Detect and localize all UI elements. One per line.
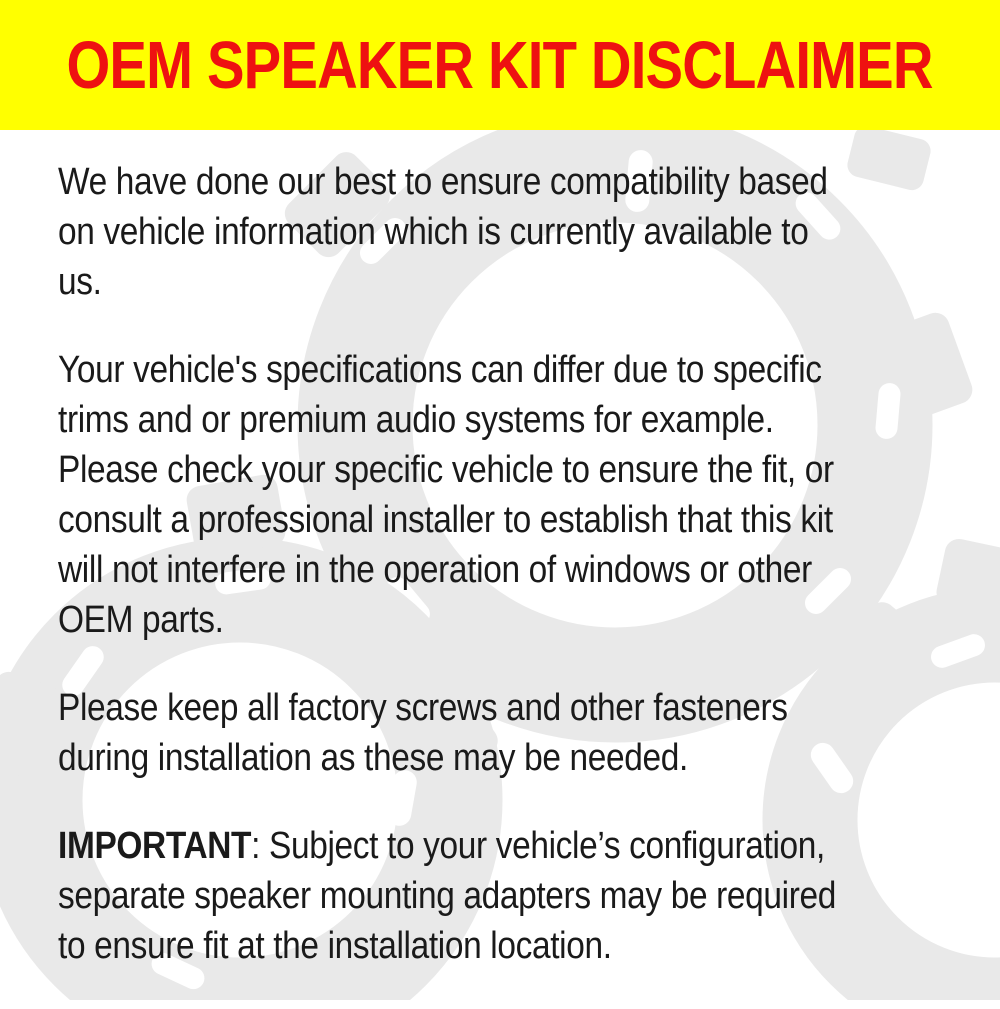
text-line: will not interfere in the operation of windows or other: [58, 549, 812, 591]
text-line: trims and or premium audio systems for example.: [58, 399, 774, 441]
paragraph-compatibility: [58, 157, 987, 307]
text-line: OEM parts.: [58, 599, 224, 641]
text-line: separate speaker mounting adapters may be required: [58, 875, 837, 917]
paragraph-important: [58, 821, 987, 971]
important-line-rest: : Subject to your vehicle’s configuration,: [251, 825, 825, 867]
important-label: IMPORTANT: [58, 825, 252, 867]
text-line: We have done our best to ensure compatibility based: [58, 161, 828, 203]
text-line: Please check your specific vehicle to ensure the fit, or: [58, 449, 834, 491]
text-line: during installation as these may be needed.: [58, 737, 688, 779]
text-line: us.: [58, 261, 102, 303]
text-line: to ensure fit at the installation location.: [58, 925, 612, 967]
disclaimer-banner: [0, 0, 1000, 130]
page-title: OEM SPEAKER KIT DISCLAIMER: [66, 27, 934, 103]
paragraph-specifications: [58, 345, 987, 645]
disclaimer-body: [58, 157, 988, 1009]
paragraph-keep-screws: [58, 683, 987, 783]
text-line: on vehicle information which is currently available to: [58, 211, 809, 253]
text-line: Your vehicle's specifications can differ due to specific: [58, 349, 822, 391]
text-line: [58, 821, 987, 871]
text-line: consult a professional installer to establish that this kit: [58, 499, 833, 541]
text-line: Please keep all factory screws and other fasteners: [58, 687, 788, 729]
